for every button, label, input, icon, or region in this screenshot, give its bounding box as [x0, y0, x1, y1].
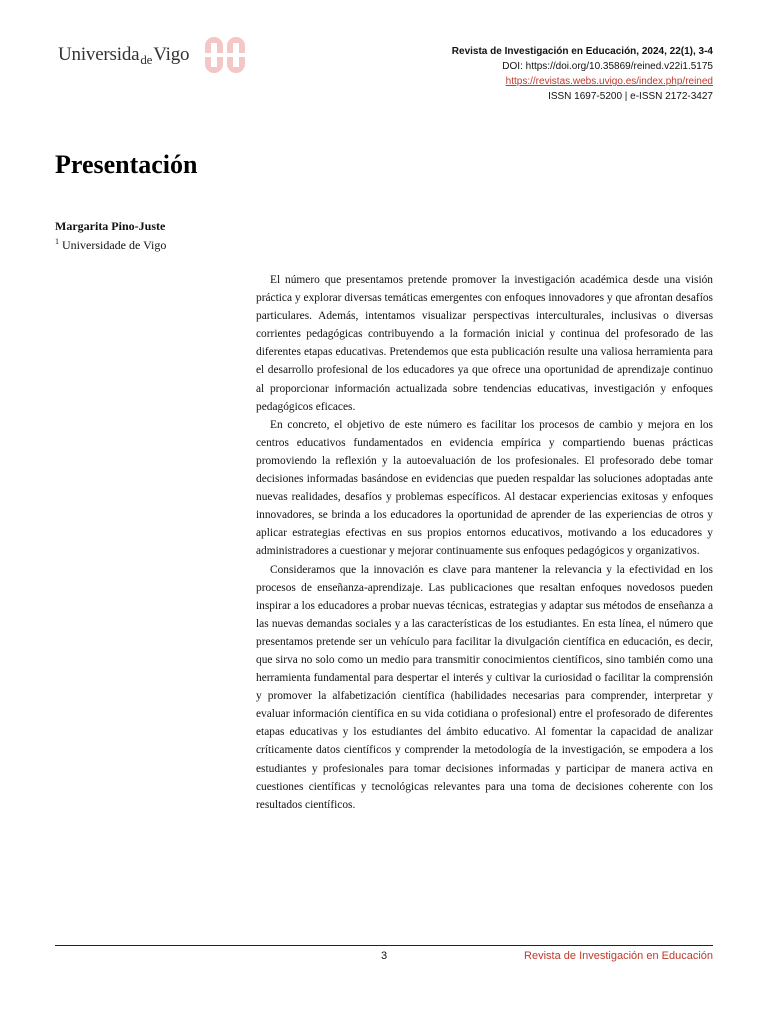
article-title: Presentación [55, 150, 198, 179]
article-body [256, 271, 713, 814]
logo-wordmark: Universida$_{de}$Vigo [58, 44, 190, 67]
author-block [55, 219, 166, 253]
affiliation-marker: 1 [55, 237, 59, 246]
journal-citation: Revista de Investigación en Educación, 2024, 22(1), 3-4 [451, 46, 713, 57]
doi-text: DOI: https://doi.org/10.35869/reined.v22i1.5175 [502, 61, 713, 72]
university-logo [58, 33, 249, 77]
body-paragraph-3: Consideramos que la innovación es clave para mantener la relevancia y la efectividad en los procesos de enseñanza-aprendizaje. Las publicaciones que resaltan enfoques novedosos pueden inspirar a los educadores a probar nuevas técnicas, estrategias y adaptar sus métodos de enseñanza a las nuevas demandas sociales y a las características de los estudiantes. En esta línea, el número que presentamos pretende ser un vehículo para facilitar la divulgación científica en educación, es decir, que sirva no solo como un medio para transmitir conocimientos científicos, sino también como una herramienta fundamental para despertar el interés y cultivar la curiosidad o facilitar la comprensión y promover la alfabetización científica (habilidades necesarias para comprender, interpretar y evaluar información científica en su vida cotidiana o profesional) entre el profesorado de diferentes etapas educativas y los estudiantes del ámbito educativo. Al fomentar la capacidad de analizar críticamente datos científicos y comprender la metodología de la investigación, se empodera a los estudiantes y profesionales para tomar decisiones informadas y participar de manera activa en cuestiones científicas y tecnológicas relevantes para una toma de decisiones coherente con los resultados científicos. [256, 563, 713, 811]
issn-text: ISSN 1697-5200 | e-ISSN 2172-3427 [548, 91, 713, 102]
body-paragraph-1: El número que presentamos pretende promover la investigación académica desde una visión práctica y explorar diversas temáticas emergentes con enfoques innovadores y que afrontan desafíos particulares. Además, intentamos visualizar perspectivas interculturales, inclusivas o diversas corrientes pedagógicas contribuyendo a la formación inicial y continua del profesorado de las diferentes etapas educativas. Pretendemos que esta publicación resulte una valiosa herramienta para el desarrollo profesional de los educadores ya que ofrece una oportunidad de aprendizaje continuo al proporcionar información actualizada sobre tendencias educativas, investigación y enfoques pedagógicos eficaces. [256, 274, 713, 413]
footer-journal-name: Revista de Investigación en Educación [524, 950, 713, 962]
university-emblem-icon [205, 33, 249, 77]
author-name: Margarita Pino-Juste [55, 219, 166, 233]
page-number: 3 [380, 950, 388, 962]
footer-divider [55, 945, 713, 946]
affiliation-text: Universidade de Vigo [62, 238, 167, 252]
journal-url-link[interactable]: https://revistas.webs.uvigo.es/index.php/reined [505, 76, 713, 87]
journal-header [452, 44, 713, 104]
body-paragraph-2: En concreto, el objetivo de este número es facilitar los procesos de cambio y mejora en los centros educativos fundamentados en evidencia empírica y compartiendo buenas prácticas promoviendo la reflexión y la autoevaluación de los profesionales. El profesorado debe tomar decisiones informadas basándose en evidencias que pueden respaldar las soluciones adoptadas ante nuevas realidades, desafíos y problemas específicos. Al destacar experiencias exitosas y enfoques innovadores, se brinda a los educadores la oportunidad de aprender de las experiencias de otros y aplicar estrategias efectivas en sus propios entornos educativos, motivando a los educadores y administradores a cuestionar y mejorar continuamente sus enfoques pedagógicos y organizativos. [256, 418, 713, 558]
author-affiliation [55, 234, 166, 253]
